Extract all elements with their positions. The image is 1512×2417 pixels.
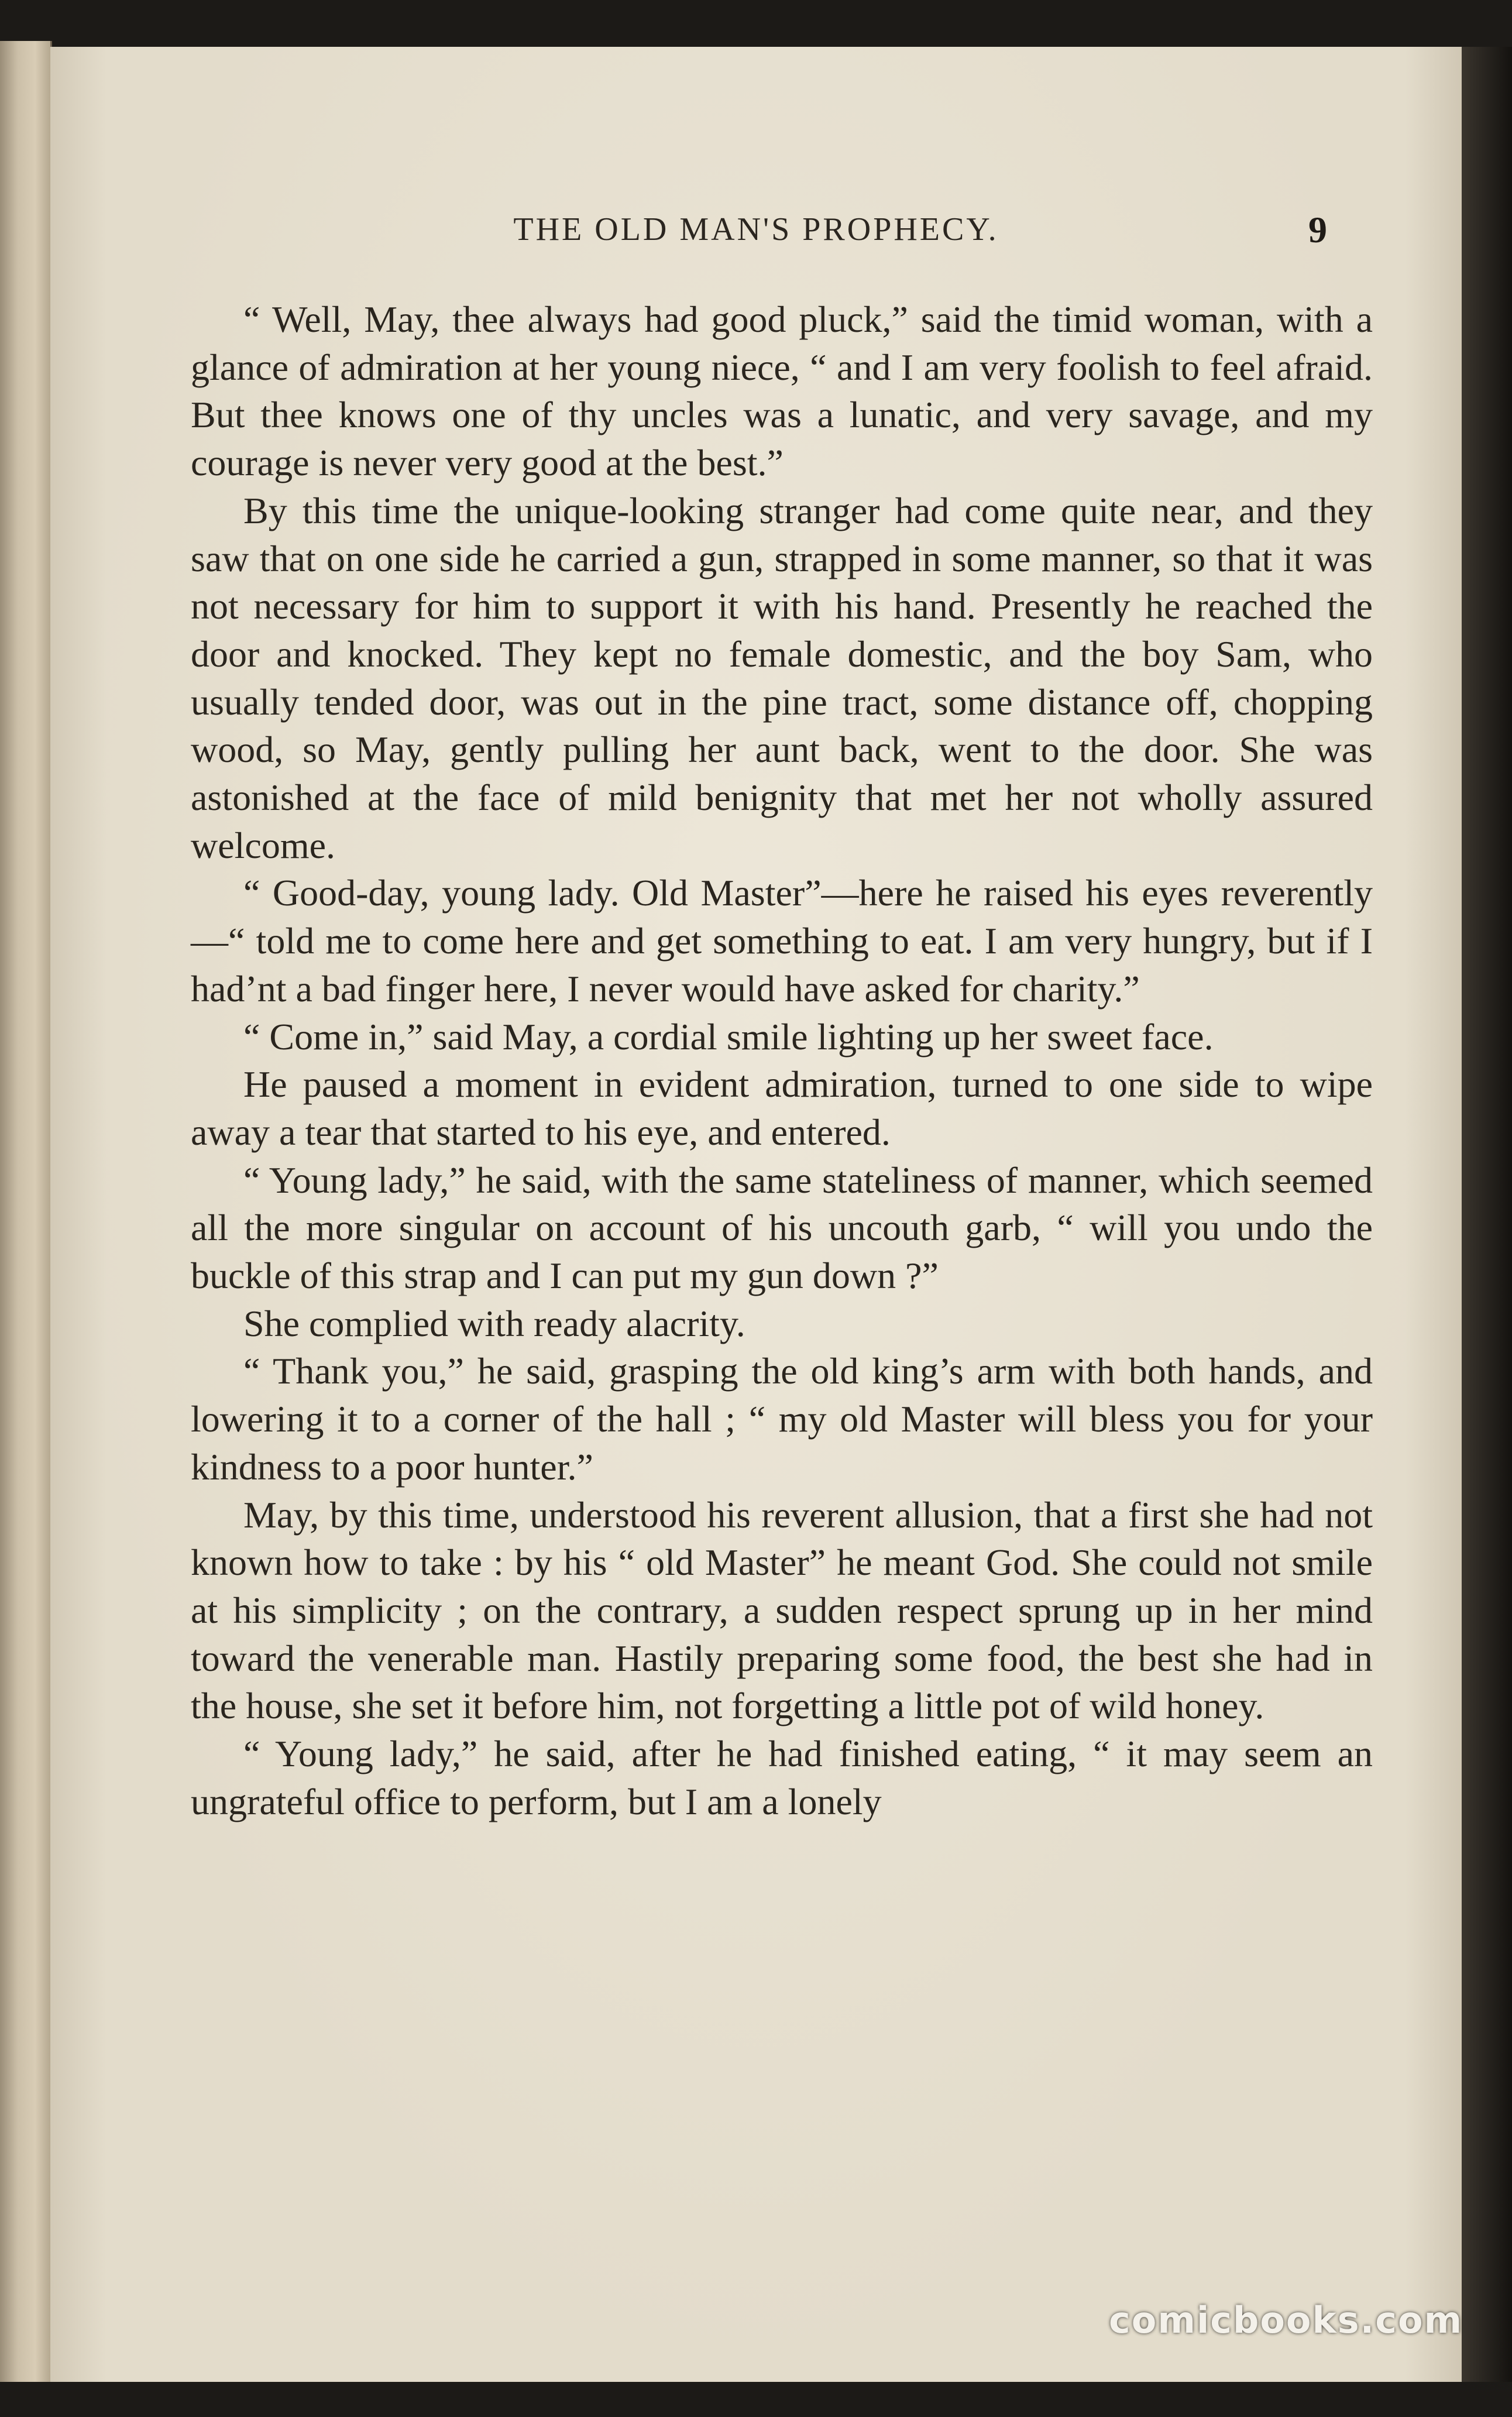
page-header bbox=[50, 164, 1462, 250]
paragraph: “ Young lady,” he said, with the same stateliness of manner, which seemed all the more singular on account of his uncouth garb, “ will you undo the buckle of this strap and I can put my gun down ?” bbox=[191, 1159, 1373, 1297]
paragraph: May, by this time, understood his reverent allusion, that a first she had not known how to take : by his “ old Master” he meant God. She could not smile at his simplicity ; on the contrary, a sudden respect sprung up in her mind toward the venerable man. Hastily preparing some food, the best she had in the house, she set it before him, not forgetting a little pot of wild honey. bbox=[191, 1494, 1373, 1727]
paragraph: “ Thank you,” he said, grasping the old king’s arm with both hands, and lowering it to a corner of the hall ; “ my old Master will bless you for your kindness to a poor hunter.” bbox=[191, 1350, 1373, 1488]
paragraph: “ Young lady,” he said, after he had finished eating, “ it may seem an ungrateful office to perform, but I am a lonely bbox=[191, 1733, 1373, 1822]
paragraph: By this time the unique-looking stranger had come quite near, and they saw that on one side he carried a gun, strapped in some manner, so that it was not necessary for him to support it with his hand. Presently he reached the door and knocked. They kept no female domestic, and the boy Sam, who usually tended door, was out in the pine tract, some distance off, chopping wood, so May, gently pulling her aunt back, went to the door. She was astonished at the face of mild benignity that met her not wholly assured welcome. bbox=[191, 489, 1373, 866]
paragraph: She complied with ready alacrity. bbox=[243, 1302, 745, 1344]
running-head: THE OLD MAN'S PROPHECY. bbox=[513, 211, 999, 248]
page-number: 9 bbox=[1308, 209, 1327, 250]
facing-page-edge bbox=[0, 41, 52, 2382]
paragraph: “ Come in,” said May, a cordial smile lighting up her sweet face. bbox=[243, 1015, 1214, 1058]
paragraph: “ Well, May, thee always had good pluck,” said the timid woman, with a glance of admiration at her young niece, “ and I am very foolish to feel afraid. But thee knows one of thy uncles was a lunatic, and very savage, and my courage is never very good at the best.” bbox=[191, 298, 1373, 484]
right-shadow bbox=[1462, 47, 1512, 2382]
book-page bbox=[50, 47, 1462, 2382]
paragraph: “ Good-day, young lady. Old Master”—here he raised his eyes reverently—“ told me to come here and get something to eat. I am very hungry, but if I had’nt a bad finger here, I never would have asked for charity.” bbox=[191, 872, 1373, 1010]
watermark: comicbooks.com bbox=[1109, 2299, 1463, 2342]
paragraph: He paused a moment in evident admiration, turned to one side to wipe away a tear that started to his eye, and entered. bbox=[191, 1063, 1373, 1153]
body-text bbox=[191, 296, 1373, 1826]
